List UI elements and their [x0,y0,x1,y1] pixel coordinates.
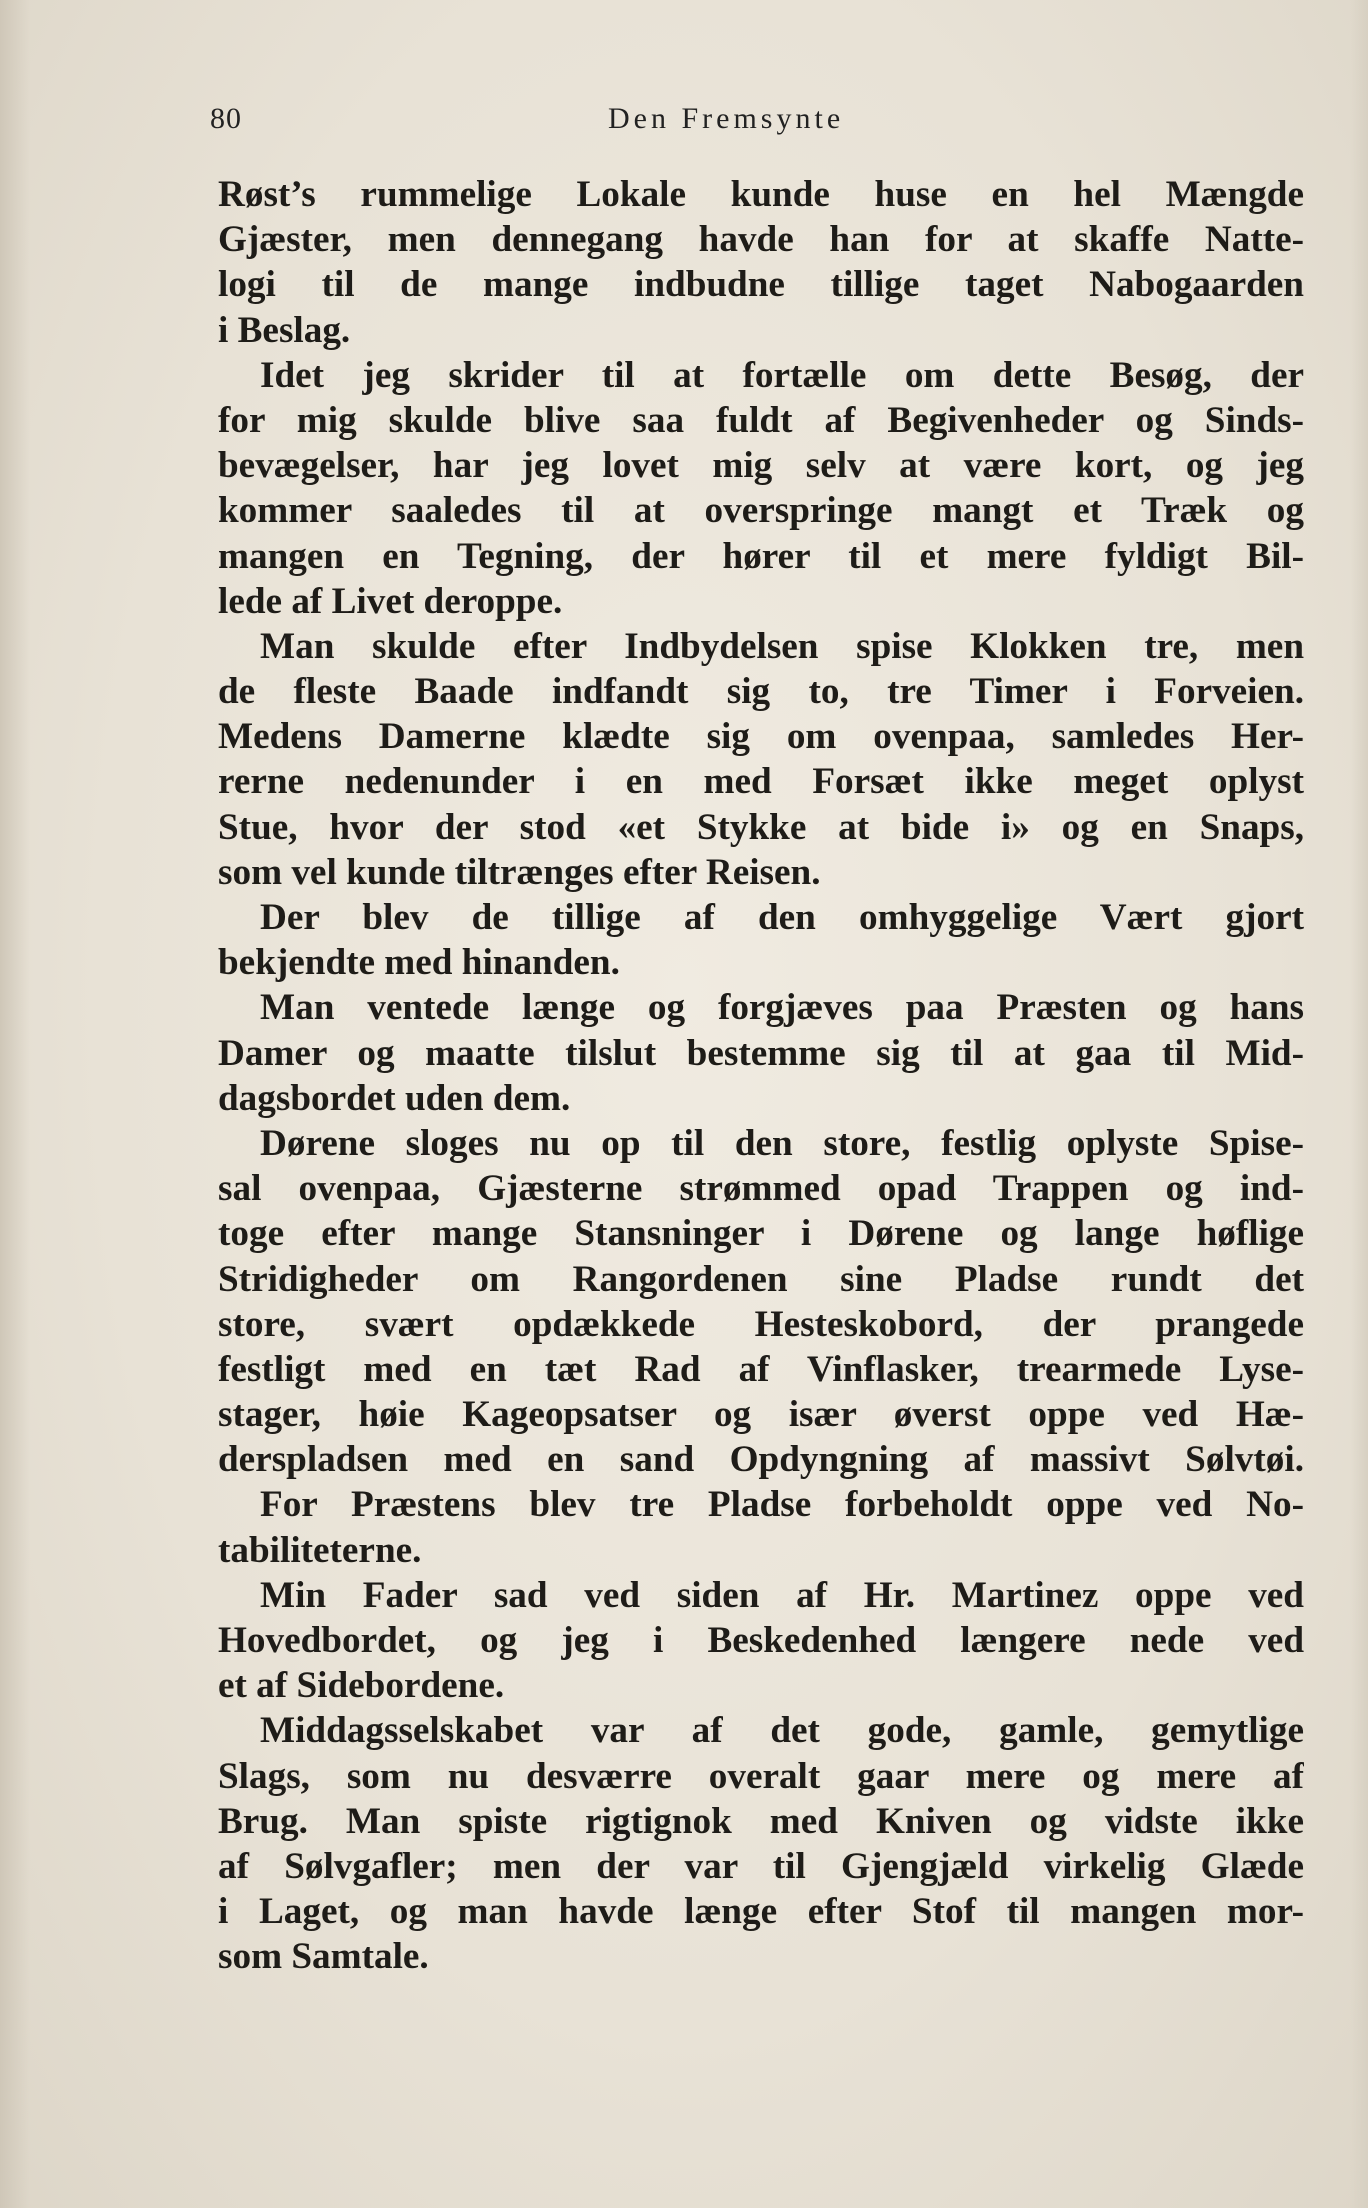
text-line: store, svært opdækkede Hesteskobord, der prangede [218,1303,1304,1345]
text-line: som vel kunde tiltrænges efter Reisen. [218,851,821,893]
text-line: mangen en Tegning, der hører til et mere fyldigt Bil- [218,535,1304,577]
text-line: tabiliteterne. [218,1529,422,1571]
page-gutter-shadow [0,0,30,2208]
text-line: dagsbordet uden dem. [218,1077,571,1119]
text-line: Idet jeg skrider til at fortælle om dette Besøg, der [260,354,1304,396]
text-line: Stridigheder om Rangordenen sine Pladse rundt det [218,1258,1304,1300]
text-line: bevægelser, har jeg lovet mig selv at være kort, og jeg [218,445,1304,487]
running-head [210,102,1308,146]
text-line: Stue, hvor der stod «et Stykke at bide i» og en Snaps, [218,806,1304,848]
text-line: de fleste Baade indfandt sig to, tre Timer i Forveien. [218,671,1304,713]
text-line: Dørene sloges nu op til den store, festlig oplyste Spise- [260,1122,1304,1164]
text-line: for mig skulde blive saa fuldt af Begivenheder og Sinds- [218,399,1304,441]
text-line: Brug. Man spiste rigtignok med Kniven og vidste ikke [218,1800,1304,1842]
text-line: festligt med en tæt Rad af Vinflasker, trearmede Lyse- [218,1348,1304,1390]
page-edge-shadow [1350,0,1368,2208]
text-line: Man ventede længe og forgjæves paa Præsten og hans [260,987,1304,1029]
text-line: bekjendte med hinanden. [218,942,620,984]
text-line: Gjæster, men dennegang havde han for at skaffe Natte- [218,219,1304,261]
text-line: For Præstens blev tre Pladse forbeholdt oppe ved No- [260,1484,1304,1526]
text-line: Røst’s rummelige Lokale kunde huse en hel Mængde [218,174,1304,215]
text-line: logi til de mange indbudne tillige taget Nabogaarden [218,264,1304,306]
text-line: stager, høie Kageopsatser og især øverst oppe ved Hæ- [218,1394,1304,1436]
text-line: i Beslag. [218,309,351,351]
text-line: Man skulde efter Indbydelsen spise Klokken tre, men [260,625,1304,667]
running-title: Den Fremsynte [608,102,845,135]
text-line: Medens Damerne klædte sig om ovenpaa, samledes Her- [218,716,1304,758]
text-line: et af Sidebordene. [218,1665,505,1707]
text-line: toge efter mange Stansninger i Dørene og lange høflige [218,1213,1304,1255]
page-number: 80 [210,102,242,135]
text-line: Slags, som nu desværre overalt gaar mere og mere af [218,1755,1304,1797]
text-line: lede af Livet deroppe. [218,580,563,622]
text-line: Damer og maatte tilslut bestemme sig til at gaa til Mid- [218,1032,1304,1074]
text-line: derspladsen med en sand Opdyngning af massivt Sølvtøi. [218,1439,1304,1481]
text-line: i Laget, og man havde længe efter Stof til mangen mor- [218,1891,1304,1933]
text-line: som Samtale. [218,1936,429,1978]
text-line: sal ovenpaa, Gjæsterne strømmed opad Trappen og ind- [218,1168,1304,1210]
body-text [218,172,1304,1980]
text-line: Min Fader sad ved siden af Hr. Martinez oppe ved [260,1574,1304,1616]
text-line: Hovedbordet, og jeg i Beskedenhed længere nede ved [218,1620,1304,1661]
text-line: af Sølvgafler; men der var til Gjengjæld virkelig Glæde [218,1845,1304,1887]
text-line: Der blev de tillige af den omhyggelige Vært gjort [260,897,1304,938]
text-line: kommer saaledes til at overspringe mangt et Træk og [218,490,1304,532]
text-line: rerne nedenunder i en med Forsæt ikke meget oplyst [218,761,1304,803]
text-line: Middagsselskabet var af det gode, gamle, gemytlige [260,1710,1304,1752]
